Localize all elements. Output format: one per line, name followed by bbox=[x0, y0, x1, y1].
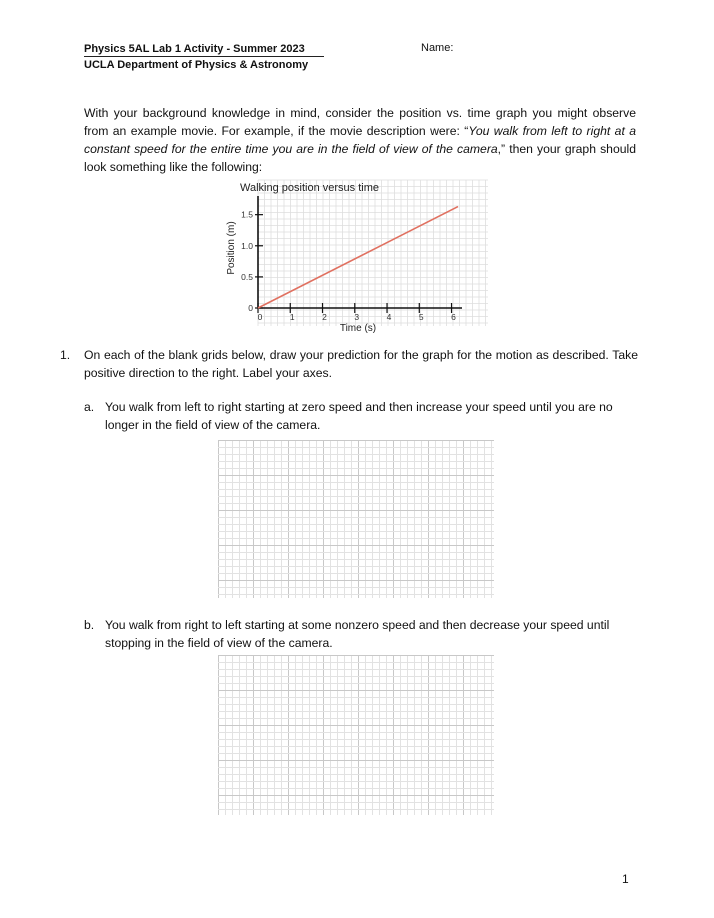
header-divider bbox=[84, 56, 324, 57]
name-label: Name: bbox=[421, 42, 454, 54]
intro-text-1: With your background knowledge in mind, consider the position vs. time graph you might observe from an example movie. For example, if the movie description were: “ bbox=[84, 106, 636, 138]
chart-lines bbox=[258, 207, 458, 308]
part-a-letter: a. bbox=[84, 400, 95, 414]
course-title: Physics 5AL Lab 1 Activity - Summer 2023 bbox=[84, 43, 305, 55]
chart-y-tick-label: 0.5 bbox=[241, 271, 253, 282]
part-a bbox=[84, 398, 640, 434]
part-a-text: You walk from left to right starting at zero speed and then increase your speed until you are no longer in the field of view of the camera. bbox=[105, 400, 613, 432]
part-b bbox=[84, 616, 640, 652]
chart-grid bbox=[258, 180, 488, 326]
example-position-time-chart bbox=[220, 176, 490, 336]
intro-paragraph bbox=[84, 104, 636, 176]
chart-y-axis-label: Position (m) bbox=[226, 221, 237, 275]
intro-quote: You walk from left to right at a constant speed for the entire time you are in the field of view of the camera bbox=[84, 124, 637, 156]
department-name: UCLA Department of Physics & Astronomy bbox=[84, 59, 309, 71]
chart-x-tick-label: 6 bbox=[451, 312, 456, 322]
page-number: 1 bbox=[622, 872, 629, 886]
chart-x-tick-label: 3 bbox=[354, 312, 360, 322]
chart-x-tick-label: 5 bbox=[418, 312, 424, 322]
chart-x-tick-label: 1 bbox=[289, 312, 295, 322]
chart-y-tick-label: 1.0 bbox=[241, 240, 253, 251]
chart-y-tick-label: 0 bbox=[248, 303, 253, 313]
question-text: On each of the blank grids below, draw your prediction for the graph for the motion as described. Take positive direction to the right. Label your axes. bbox=[84, 348, 638, 380]
chart-x-axis-label: Time (s) bbox=[339, 323, 377, 334]
chart-title: Walking position versus time bbox=[240, 182, 379, 194]
blank-grid-a[interactable] bbox=[218, 440, 494, 598]
chart-x-tick-label: 2 bbox=[322, 312, 327, 322]
intro-text-2: ,” then your graph should look something like the following: bbox=[84, 142, 636, 174]
part-b-text: You walk from right to left starting at some nonzero speed and then decrease your speed until stopping in the field of view of the camera. bbox=[105, 618, 610, 650]
question-1 bbox=[60, 346, 638, 382]
chart-x-tick-label: 0 bbox=[257, 312, 263, 322]
part-b-letter: b. bbox=[84, 618, 95, 632]
question-number: 1. bbox=[60, 348, 71, 362]
blank-grid-b[interactable] bbox=[218, 655, 494, 815]
chart-x-tick-label: 4 bbox=[386, 312, 392, 322]
chart-series-line bbox=[258, 207, 458, 308]
chart-y-tick-label: 1.5 bbox=[241, 209, 253, 220]
